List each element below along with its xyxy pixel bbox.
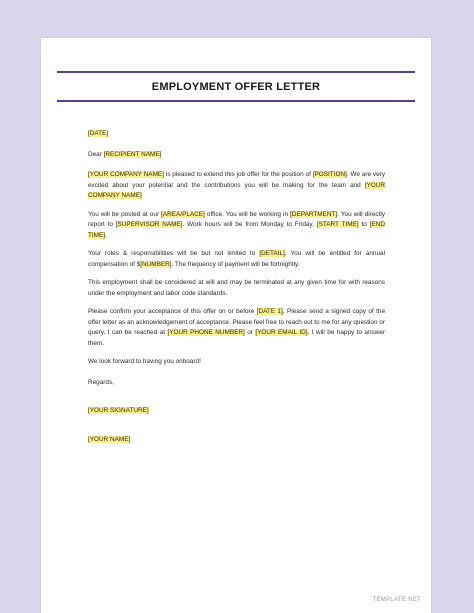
paragraph-text: . I will be happy to answer them. (88, 329, 385, 347)
header-rule-top (57, 71, 415, 73)
recipient-name-placeholder: [RECIPIENT NAME] (103, 150, 162, 158)
your-name-placeholder: [YOUR NAME] (88, 435, 131, 443)
paragraph-text: to (358, 221, 370, 228)
paragraph-text: . We are very excited about your potential and the contributions you will be making for the team and (88, 171, 385, 189)
end-time-placeholder: [END TIME] (88, 221, 386, 239)
paragraph-responsibilities (88, 249, 385, 270)
paragraph-confirm (88, 307, 385, 349)
area-placeholder: [AREA/PLACE] (161, 210, 205, 218)
document-title: EMPLOYMENT OFFER LETTER (151, 81, 321, 93)
salutation-line (88, 150, 385, 161)
signature-line (88, 406, 385, 417)
paragraph-text: . Please send a signed copy of the offer letter as an acknowledgement of acceptance. Please feel free to reach out to me for any question or query. I can be reached at (88, 308, 385, 336)
header-rule-bottom (57, 100, 415, 102)
paragraph-text: office. You will be working in (204, 210, 291, 218)
paragraph-text: Please confirm your acceptance of this offer on or before (88, 308, 257, 315)
phone-placeholder: [YOUR PHONE NUMBER] (167, 329, 245, 336)
paragraph-closing-note: We look forward to having you onboard! (88, 358, 201, 365)
paragraph-text: Your roles & responsibilities will be but not limited to (88, 250, 260, 257)
paragraph-posting (88, 210, 385, 242)
paragraph-text: . Work hours will be from Monday to Friday, (182, 221, 317, 228)
paragraph-text: . You will be entitled for annual compensation of $ (88, 250, 385, 268)
paragraph-text: . You will directly report to (88, 210, 385, 228)
salutation: Dear (88, 150, 102, 158)
paragraph-text: or (244, 329, 256, 336)
company-name-placeholder: [YOUR COMPANY NAME] (88, 171, 164, 178)
paragraph-at-will: This employment shall be considered at will and may be terminated at any given time for with reasons under the employment and labor code standards. (88, 279, 385, 297)
paragraph-text: . (105, 231, 107, 239)
department-placeholder: [DEPARTMENT] (290, 210, 338, 218)
email-placeholder: [YOUR EMAIL ID] (255, 329, 308, 336)
paragraph-offer (88, 170, 385, 202)
date-placeholder: [DATE] (88, 130, 109, 137)
paragraph-text: . The frequency of payment will be fortnightly. (171, 260, 300, 268)
date1-placeholder: [DATE 1] (256, 308, 283, 315)
signature-placeholder: [YOUR SIGNATURE] (88, 407, 149, 414)
letter-body (88, 129, 385, 453)
supervisor-placeholder: [SUPERVISOR NAME] (115, 221, 183, 228)
date-line (88, 129, 385, 140)
letter-page (41, 38, 431, 613)
paragraph-text: You will be posted at our (88, 210, 162, 218)
position-placeholder: [POSITION] (312, 171, 347, 178)
paragraph-text: is pleased to extend this job offer for the position of (163, 171, 313, 178)
company-name-placeholder-2: [YOUR COMPANY NAME] (88, 181, 385, 199)
closing: Regards, (88, 378, 114, 386)
name-line (88, 435, 385, 446)
number-placeholder: [NUMBER] (140, 260, 172, 268)
watermark-logo: TEMPLATE.NET (372, 597, 421, 603)
detail-placeholder: [DETAIL] (259, 250, 285, 257)
start-time-placeholder: [START TIME] (316, 221, 359, 228)
